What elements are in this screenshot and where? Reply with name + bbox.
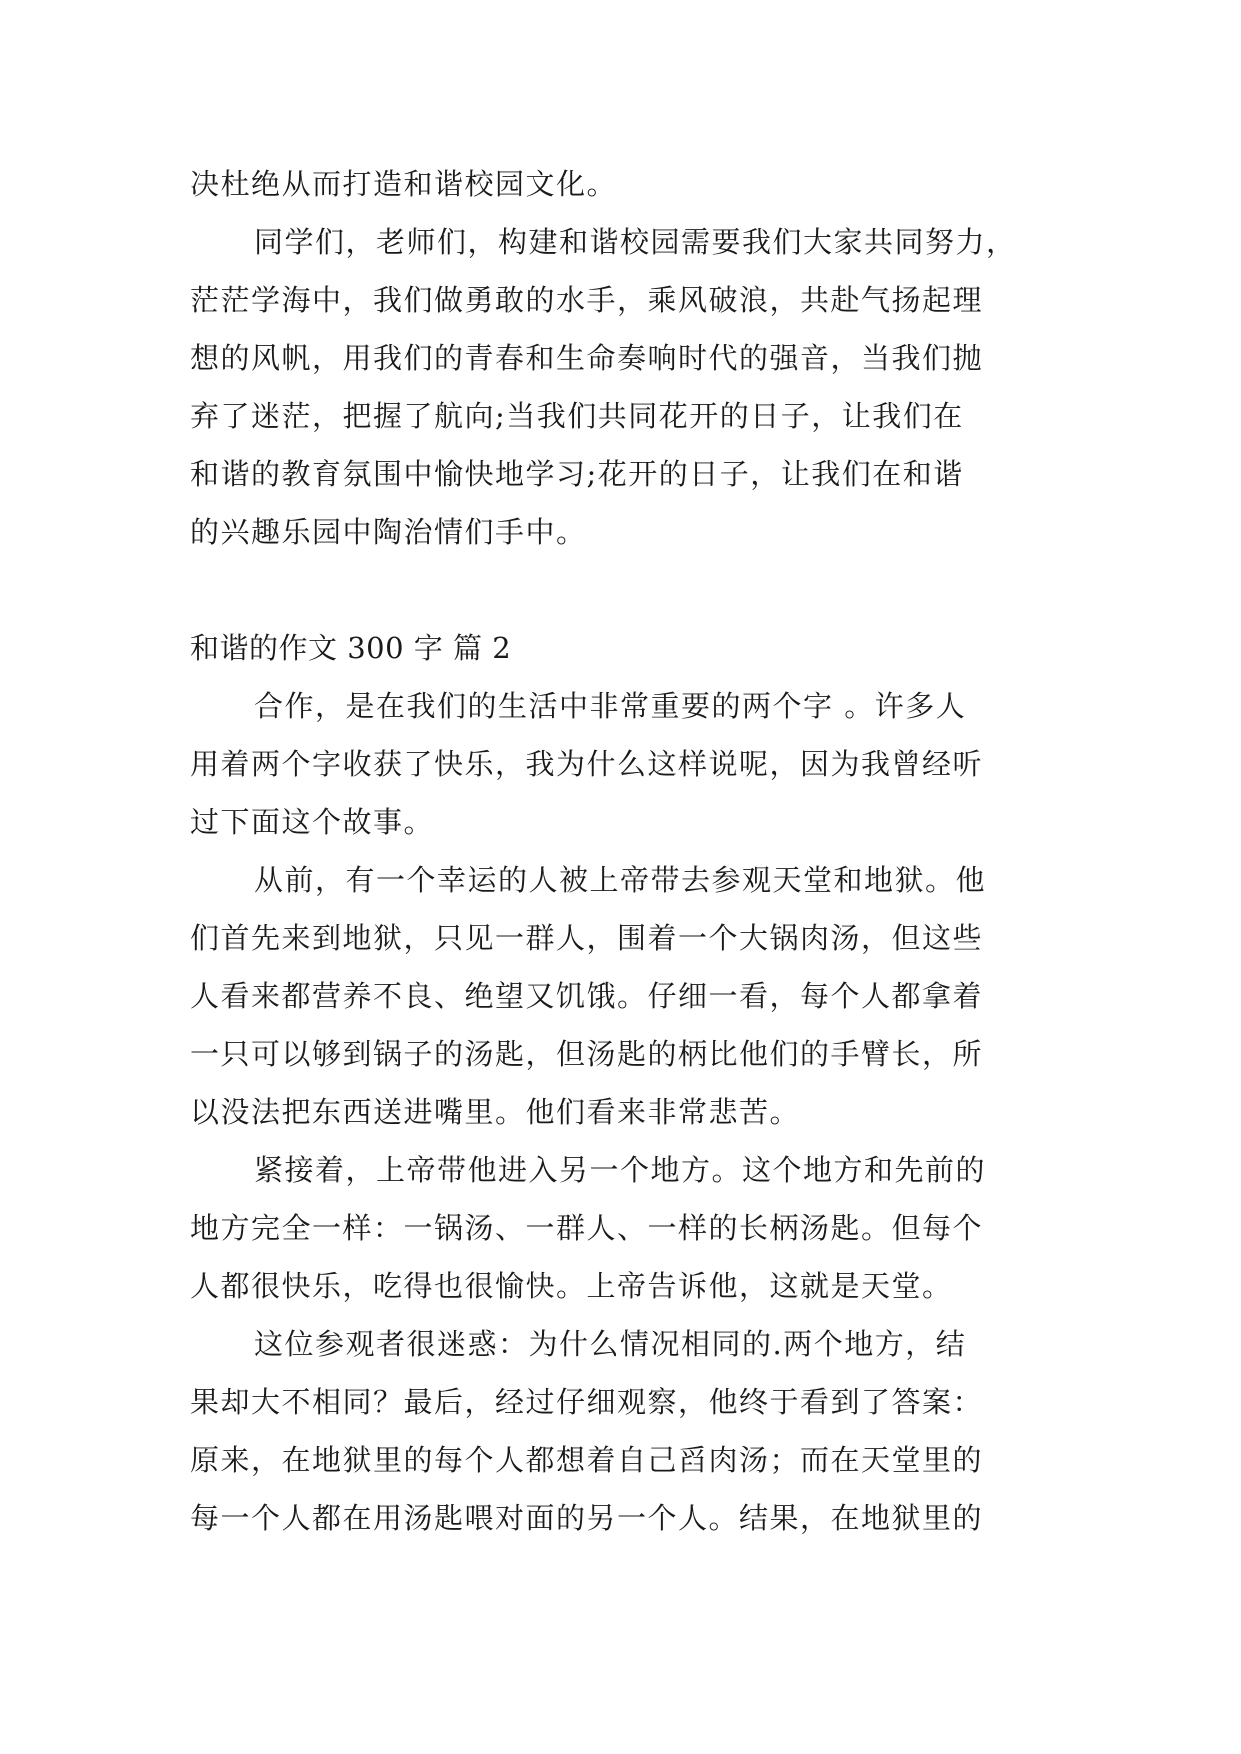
text-line: 这位参观者很迷惑：为什么情况相同的.两个地方，结 [254,1327,967,1361]
text-line: 人都很快乐，吃得也很愉快。上帝告诉他，这就是天堂。 [190,1269,953,1303]
section-title: 和谐的作文 300 字 篇 2 [190,631,512,665]
paragraph-gap [190,561,1050,619]
text-line: 地方完全一样：一锅汤、一群人、一样的长柄汤匙。但每个 [190,1211,984,1245]
paragraph-3 [190,677,1050,851]
text-line: 合作，是在我们的生活中非常重要的两个字 。许多人 [254,689,967,723]
section-heading [190,619,1050,677]
text-line: 从前，有一个幸运的人被上帝带去参观天堂和地狱。他 [254,863,987,897]
text-line: 同学们，老师们，构建和谐校园需要我们大家共同努力， [254,225,1017,259]
text-line: 们首先来到地狱，只见一群人，围着一个大锅肉汤，但这些 [190,921,984,955]
text-line: 的兴趣乐园中陶治情们手中。 [190,515,587,549]
paragraph-1 [190,155,1050,213]
text-line: 决杜绝从而打造和谐校园文化。 [190,167,618,201]
paragraph-2 [190,213,1050,561]
text-line: 人看来都营养不良、绝望又饥饿。仔细一看，每个人都拿着 [190,979,984,1013]
text-line: 想的风帆，用我们的青春和生命奏响时代的强音，当我们抛 [190,341,984,375]
text-line: 茫茫学海中，我们做勇敢的水手，乘风破浪，共赴气扬起理 [190,283,984,317]
paragraph-4 [190,851,1050,1141]
paragraph-5 [190,1141,1050,1315]
text-line: 弃了迷茫，把握了航向;当我们共同花开的日子，让我们在 [190,399,964,433]
text-line: 一只可以够到锅子的汤匙，但汤匙的柄比他们的手臂长，所 [190,1037,984,1071]
paragraph-6 [190,1315,1050,1547]
text-line: 用着两个字收获了快乐，我为什么这样说呢，因为我曾经听 [190,747,984,781]
text-line: 原来，在地狱里的每个人都想着自己舀肉汤；而在天堂里的 [190,1443,984,1477]
text-line: 果却大不相同？最后，经过仔细观察，他终于看到了答案： [190,1385,984,1419]
document-body [190,155,1050,1547]
text-line: 过下面这个故事。 [190,805,435,839]
text-line: 和谐的教育氛围中愉快地学习;花开的日子，让我们在和谐 [190,457,964,491]
text-line: 每一个人都在用汤匙喂对面的另一个人。结果，在地狱里的 [190,1501,984,1535]
text-line: 以没法把东西送进嘴里。他们看来非常悲苦。 [190,1095,801,1129]
text-line: 紧接着，上帝带他进入另一个地方。这个地方和先前的 [254,1153,987,1187]
